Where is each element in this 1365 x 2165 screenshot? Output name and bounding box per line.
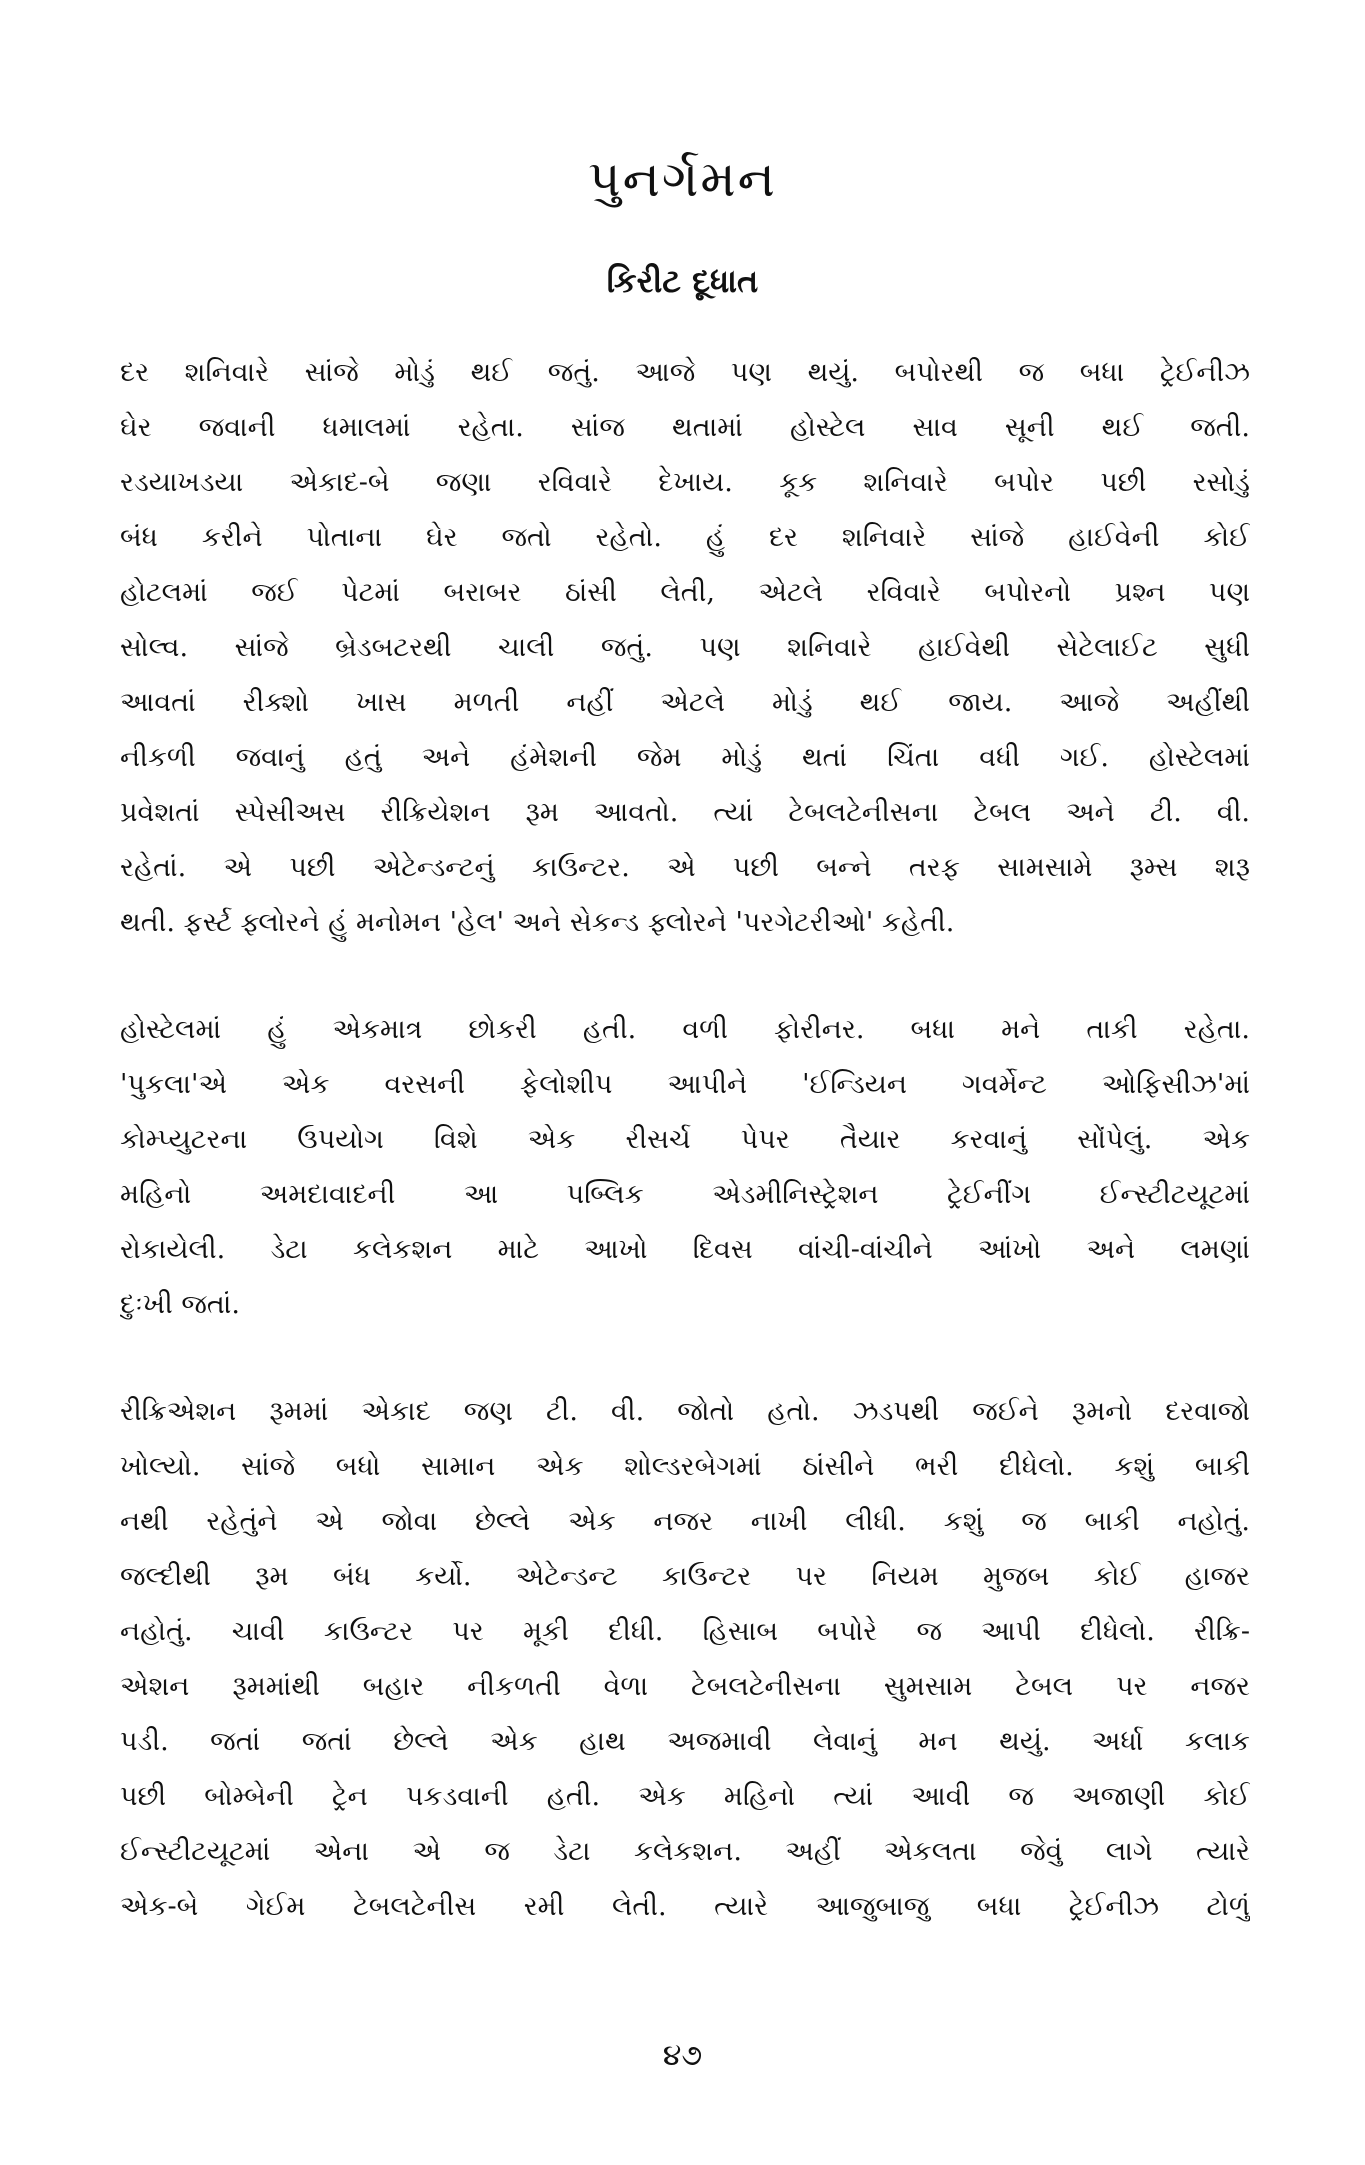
text-line: દુઃખી જતાં.: [120, 1289, 240, 1320]
text-line: કોમ્પ્યુટરના ઉપયોગ વિશે એક રીસર્ચ પેપર તૈયાર કરવાનું સોંપેલું. એક: [120, 1124, 1250, 1155]
text-line: બંધ કરીને પોતાના ઘેર જતો રહેતો. હું દર શનિવારે સાંજે હાઈવેની કોઈ: [120, 522, 1250, 553]
paragraph-1: [120, 345, 1250, 950]
paragraph-2: [120, 1002, 1250, 1332]
text-line: હોટલમાં જઈ પેટમાં બરાબર ઠાંસી લેતી, એટલે રવિવારે બપોરનો પ્રશ્ન પણ: [120, 577, 1250, 608]
text-line: દર શનિવારે સાંજે મોડું થઈ જતું. આજે પણ થયું. બપોરથી જ બધા ટ્રેઈનીઝ: [120, 357, 1250, 388]
text-line: ખોલ્યો. સાંજે બધો સામાન એક શોલ્ડરબેગમાં ઠાંસીને ભરી દીધેલો. કશું બાકી: [120, 1451, 1250, 1482]
page-number: ૪૭: [662, 2038, 703, 2073]
text-line: રહેતાં. એ પછી એટેન્ડન્ટનું કાઉન્ટર. એ પછી બન્ને તરફ સામસામે રૂમ્સ શરૂ: [120, 852, 1250, 883]
text-line: નથી રહેતુંને એ જોવા છેલ્લે એક નજર નાખી લીધી. કશું જ બાકી નહોતું.: [120, 1506, 1250, 1537]
text-line: જલ્દીથી રૂમ બંધ કર્યો. એટેન્ડન્ટ કાઉન્ટર પર નિયમ મુજબ કોઈ હાજર: [120, 1561, 1250, 1592]
paragraph-gap: [120, 1332, 1250, 1384]
text-line: નીકળી જવાનું હતું અને હંમેશની જેમ મોડું થતાં ચિંતા વધી ગઈ. હોસ્ટેલમાં: [120, 742, 1250, 773]
text-line: પડી. જતાં જતાં છેલ્લે એક હાથ અજમાવી લેવાનું મન થયું. અર્ધા કલાક: [120, 1726, 1250, 1757]
text-line: એક-બે ગેઈમ ટેબલટેનીસ રમી લેતી. ત્યારે આજુબાજુ બધા ટ્રેઈનીઝ ટોળું: [120, 1891, 1250, 1922]
text-line: આવતાં રીક્શો ખાસ મળતી નહીં એટલે મોડું થઈ જાય. આજે અહીંથી: [120, 687, 1250, 718]
text-line: રડયાખડયા એકાદ-બે જણા રવિવારે દેખાય. કૂક શનિવારે બપોર પછી રસોડું: [120, 467, 1250, 498]
story-body: [120, 345, 1250, 1934]
text-line: નહોતું. ચાવી કાઉન્ટર પર મૂકી દીધી. હિસાબ બપોરે જ આપી દીધેલો. રીક્રિ-: [120, 1616, 1250, 1647]
text-line: રોકાયેલી. ડેટા કલેકશન માટે આખો દિવસ વાંચી-વાંચીને આંખો અને લમણાં: [120, 1234, 1250, 1265]
text-line: પછી બોમ્બેની ટ્રેન પકડવાની હતી. એક મહિનો ત્યાં આવી જ અજાણી કોઈ: [120, 1781, 1250, 1812]
text-line: ઈન્સ્ટીટયૂટમાં એના એ જ ડેટા કલેકશન. અહીં એકલતા જેવું લાગે ત્યારે: [120, 1836, 1250, 1867]
text-line: રીક્રિએશન રૂમમાં એકાદ જણ ટી. વી. જોતો હતો. ઝડપથી જઈને રૂમનો દરવાજો: [120, 1396, 1250, 1427]
text-line: 'પુકલા'એ એક વરસની ફેલોશીપ આપીને 'ઈન્ડિયન ગવર્મેન્ટ ઓફિસીઝ'માં: [120, 1069, 1250, 1100]
text-line: ઘેર જવાની ધમાલમાં રહેતા. સાંજ થતામાં હોસ્ટેલ સાવ સૂની થઈ જતી.: [120, 412, 1250, 443]
text-line: થતી. ફર્સ્ટ ફ્લોરને હું મનોમન 'હેલ' અને સેકન્ડ ફ્લોરને 'પરગેટરીઓ' કહેતી.: [120, 907, 955, 938]
author-name: કિરીટ દૂધાત: [606, 262, 759, 300]
paragraph-gap: [120, 950, 1250, 1002]
text-line: સોલ્વ. સાંજે બ્રેડબટરથી ચાલી જતું. પણ શનિવારે હાઈવેથી સેટેલાઈટ સુધી: [120, 632, 1250, 663]
text-line: એશન રૂમમાંથી બહાર નીકળતી વેળા ટેબલટેનીસના સુમસામ ટેબલ પર નજર: [120, 1671, 1250, 1702]
text-line: હોસ્ટેલમાં હું એકમાત્ર છોકરી હતી. વળી ફોરીનર. બધા મને તાકી રહેતા.: [120, 1014, 1250, 1045]
text-line: પ્રવેશતાં સ્પેસીઅસ રીક્રિયેશન રૂમ આવતો. ત્યાં ટેબલટેનીસના ટેબલ અને ટી. વી.: [120, 797, 1250, 828]
text-line: મહિનો અમદાવાદની આ પબ્લિક એડમીનિસ્ટ્રેશન ટ્રેઈનીંગ ઈન્સ્ટીટયૂટમાં: [120, 1179, 1250, 1210]
story-title: પુનર્ગમન: [588, 150, 777, 208]
paragraph-3: [120, 1384, 1250, 1934]
